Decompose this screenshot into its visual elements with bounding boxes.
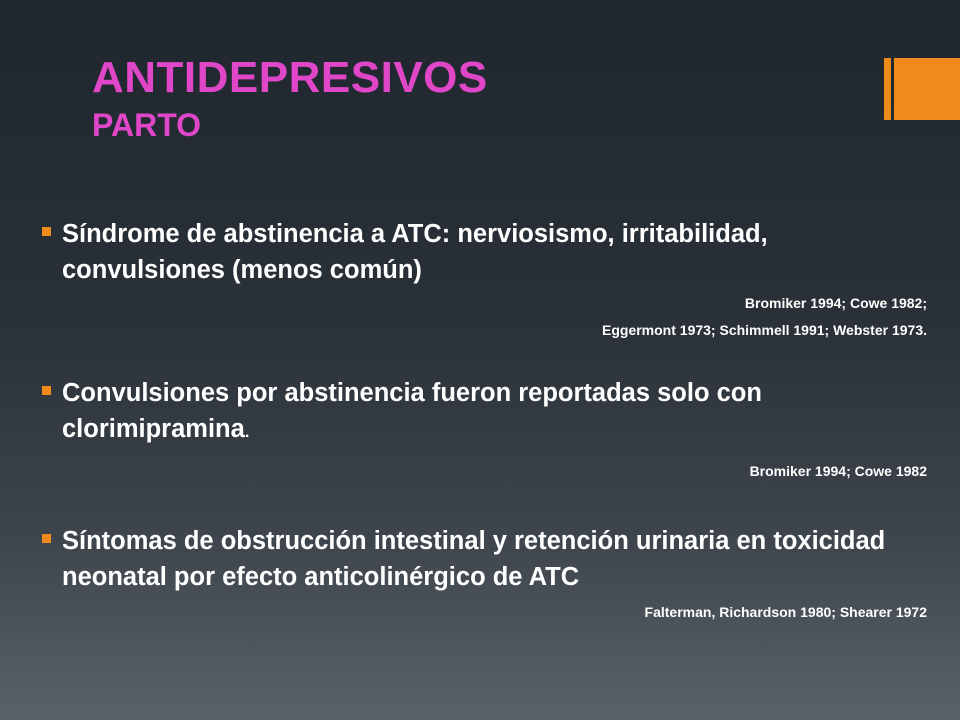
- square-bullet-icon: [42, 534, 51, 543]
- bullet-list: [42, 216, 927, 624]
- reference-line: Falterman, Richardson 1980; Shearer 1972: [644, 604, 927, 620]
- bullet-item: [42, 375, 927, 483]
- reference-line: Eggermont 1973; Schimmell 1991; Webster 1973.: [602, 322, 927, 338]
- bullet-text: Convulsiones por abstinencia fueron reportadas solo con clorimipramina.: [62, 379, 762, 443]
- reference-line: Bromiker 1994; Cowe 1982: [749, 463, 927, 479]
- reference-line: Bromiker 1994; Cowe 1982;: [744, 295, 927, 311]
- logo-block: [900, 58, 960, 120]
- logo-bar-thin: [884, 58, 891, 120]
- square-bullet-icon: [42, 386, 51, 395]
- decorative-bars-logo: [884, 58, 960, 120]
- bullet-text: Síntomas de obstrucción intestinal y retención urinaria en toxicidad neonatal por efecto anticolinérgico de ATC: [62, 527, 886, 591]
- square-bullet-icon: [42, 227, 51, 236]
- slide-title: ANTIDEPRESIVOS: [92, 53, 488, 102]
- bullet-text: Síndrome de abstinencia a ATC: nerviosismo, irritabilidad, convulsiones (menos común): [62, 220, 768, 284]
- bullet-item: [42, 216, 927, 342]
- title-block: [92, 52, 488, 144]
- bullet-item: [42, 523, 927, 624]
- slide-subtitle: PARTO: [92, 107, 202, 143]
